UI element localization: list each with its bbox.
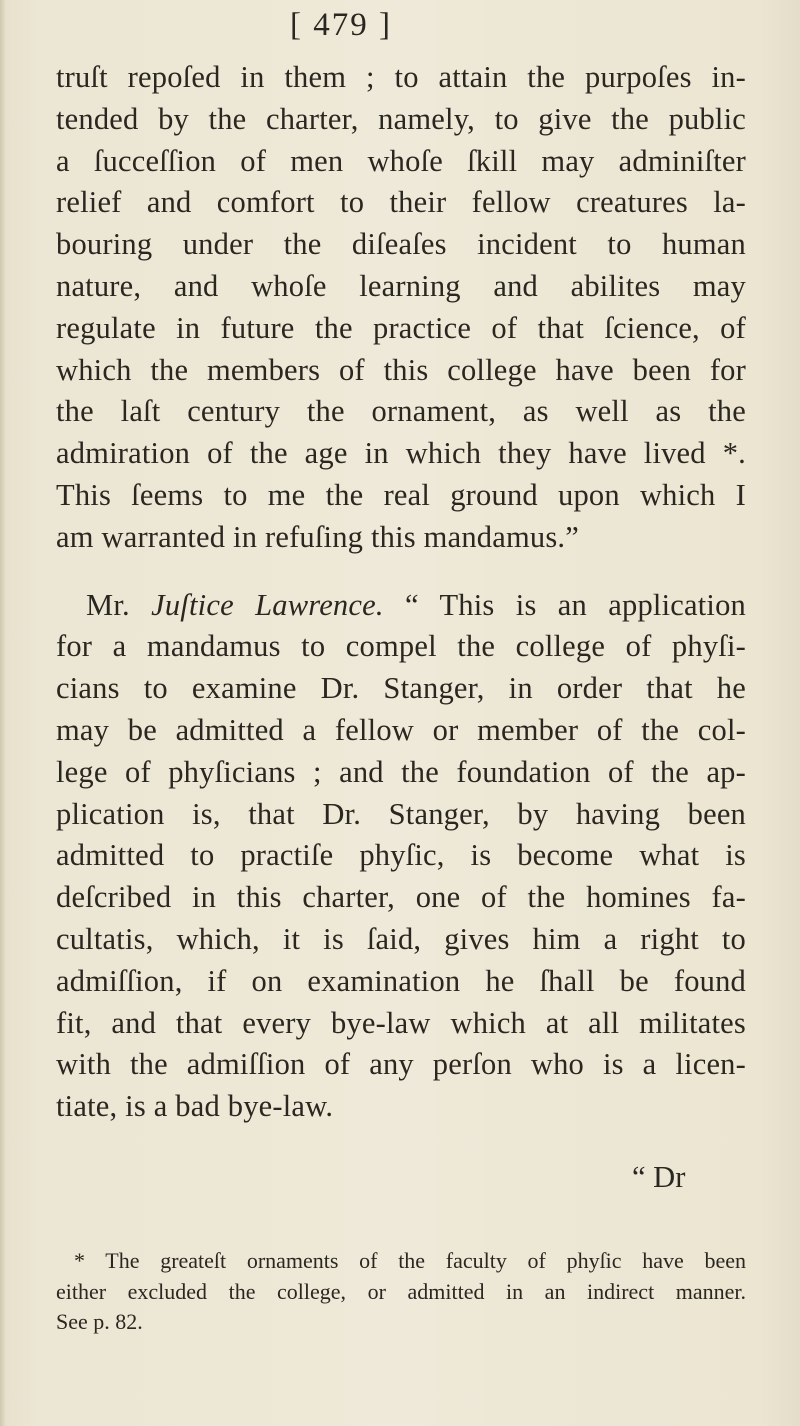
text-line: admitted to practiſe phyſic, is become what is (56, 838, 746, 873)
text-line: admiration of the age in which they have lived *. (56, 436, 746, 471)
speaker-line (56, 585, 746, 627)
page-number-header: [ 479 ] (290, 7, 392, 43)
text-line: tended by the charter, namely, to give the public (56, 101, 746, 136)
text-line: a ſucceſſion of men whoſe ſkill may adminiſter (56, 143, 746, 178)
paragraph-gap (56, 559, 746, 585)
footnote-line: * The greateſt ornaments of the faculty of phyſic have been (74, 1248, 746, 1273)
footnote (56, 1246, 746, 1338)
text-line: nature, and whoſe learning and abilites may (56, 268, 746, 303)
footnote-line: See p. 82. (56, 1309, 143, 1334)
speaker-line-rest: “ This is an application (383, 587, 746, 622)
text-line: plication is, that Dr. Stanger, by having been (56, 796, 746, 831)
text-line: regulate in future the practice of that ſcience, of (56, 310, 746, 345)
text-line: tiate, is a bad bye-law. (56, 1089, 334, 1124)
text-line: which the members of this college have been for (56, 352, 746, 387)
text-line: lege of phyſicians ; and the foundation of the ap- (56, 754, 746, 789)
text-line: This ſeems to me the real ground upon which I (56, 477, 746, 512)
speaker-prefix: Mr. (86, 587, 152, 622)
main-text (56, 57, 746, 1128)
text-line: cians to examine Dr. Stanger, in order that he (56, 671, 746, 706)
page-edge-shadow (0, 0, 6, 1426)
text-line: with the admiſſion of any perſon who is a licen- (56, 1047, 746, 1082)
text-line: the laſt century the ornament, as well as the (56, 394, 746, 429)
text-line: admiſſion, if on examination he ſhall be found (56, 963, 746, 998)
text-line: relief and comfort to their fellow creatures la- (56, 185, 746, 220)
text-line: for a mandamus to compel the college of phyſi- (56, 629, 746, 664)
speaker-name: Juſtice Lawrence. (151, 587, 384, 622)
text-line: fit, and that every bye-law which at all militates (56, 1005, 746, 1040)
text-line: cultatis, which, it is ſaid, gives him a right to (56, 921, 746, 956)
text-line: may be admitted a fellow or member of the col- (56, 712, 746, 747)
footnote-line: either excluded the college, or admitted in an indirect manner. (56, 1278, 746, 1304)
text-line: am warranted in refuſing this mandamus.” (56, 519, 579, 554)
catchword: “ Dr (632, 1160, 686, 1194)
text-line: bouring under the diſeaſes incident to human (56, 227, 746, 262)
text-line: deſcribed in this charter, one of the homines fa- (56, 880, 746, 915)
text-line: truſt repoſed in them ; to attain the purpoſes in- (56, 60, 746, 94)
